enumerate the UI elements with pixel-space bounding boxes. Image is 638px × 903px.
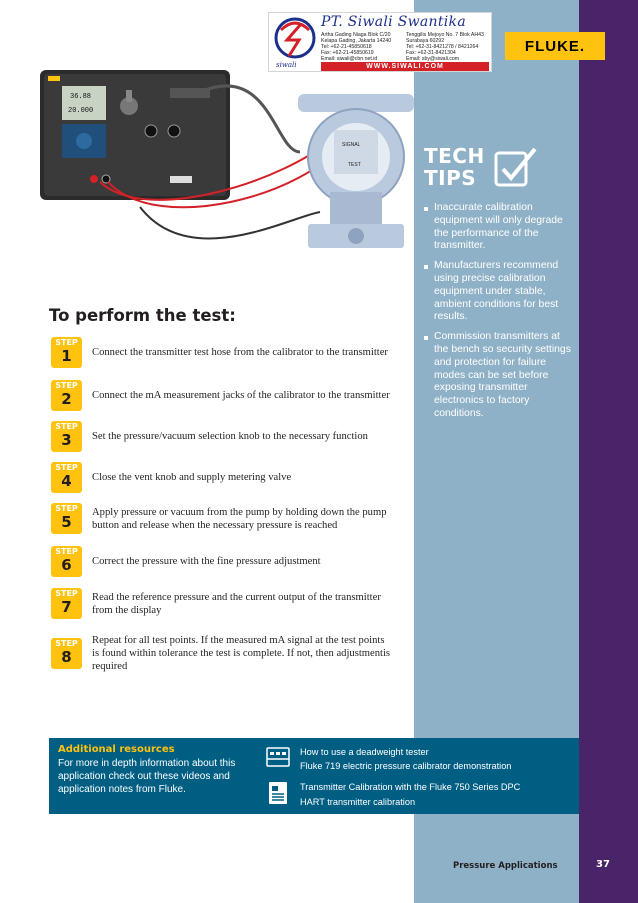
address-line: Tenggilis Mejoyo No. 7 Blok AH43 (406, 32, 484, 38)
application-note-link[interactable]: HART transmitter calibration (300, 797, 416, 807)
pressure-transmitter (298, 94, 414, 248)
page-number: 37 (596, 859, 610, 870)
tech-tips-title-line: TECH (424, 144, 485, 168)
step-number: 2 (61, 390, 72, 408)
step-word: STEP (55, 338, 78, 347)
step-number: 5 (61, 513, 72, 531)
tech-tip-item: Inaccurate calibration equipment will only degrade the performance of the transmitter. (424, 202, 572, 253)
additional-resources-box (49, 738, 579, 814)
tech-tips-list (424, 202, 572, 428)
step-text: Correct the pressure with the fine pressure adjustment (92, 556, 321, 567)
step-word: STEP (55, 422, 78, 431)
step-text: Close the vent knob and supply metering valve (92, 472, 292, 483)
transmitter-test-label: TEST (348, 162, 361, 168)
address-line: Artha Gading Niaga Blok C/20 (321, 32, 391, 38)
step-number: 8 (61, 648, 72, 666)
video-link[interactable]: Fluke 719 electric pressure calibrator demonstration (300, 761, 512, 771)
step-badge (51, 638, 82, 669)
video-link[interactable]: How to use a deadweight tester (300, 747, 429, 757)
step-badge (51, 337, 82, 368)
address-line: Email: sby@siwali.com (406, 56, 460, 62)
step-4 (51, 462, 391, 493)
footer-section-label: Pressure Applications (453, 861, 558, 871)
step-number: 7 (61, 598, 72, 616)
transmitter-signal-label: SIGNAL (342, 142, 361, 148)
step-8 (51, 634, 391, 673)
step-word: STEP (55, 589, 78, 598)
step-badge (51, 503, 82, 534)
step-badge (51, 546, 82, 577)
tech-tip-item: Manufacturers recommend using precise calibration equipment under stable, ambient conditions for best results. (424, 260, 572, 324)
step-word: STEP (55, 639, 78, 648)
checkmark-icon (493, 145, 539, 191)
step-text: Set the pressure/vacuum selection knob to the necessary function (92, 431, 368, 442)
step-number: 4 (61, 472, 72, 490)
address-line: Email: siwali@cbn.net.id (321, 56, 378, 62)
step-7 (51, 588, 391, 619)
step-text: Read the reference pressure and the current output of the transmitter from the display (92, 591, 381, 616)
address-line: Kelapa Gading, Jakarta 14240 (321, 38, 392, 44)
step-text: Connect the transmitter test hose from the calibrator to the transmitter (92, 347, 388, 358)
step-badge (51, 421, 82, 452)
video-icon (266, 745, 290, 769)
step-word: STEP (55, 504, 78, 513)
perform-test-heading: To perform the test: (49, 306, 236, 325)
step-number: 6 (61, 556, 72, 574)
step-5 (51, 503, 391, 534)
step-number: 3 (61, 431, 72, 449)
address-line: Fax: +62-31-8421304 (406, 50, 456, 56)
display-line2: 20.000 (68, 107, 94, 115)
address-line: Fax: +62-21-45850619 (321, 50, 374, 56)
step-number: 1 (61, 347, 72, 365)
address-line: Tel: +62-21-45850618 (321, 44, 372, 50)
fluke-logo-text: FLUKE. (524, 37, 586, 55)
siwali-brand-text: siwali (276, 61, 297, 69)
step-badge (51, 380, 82, 411)
application-note-link[interactable]: Transmitter Calibration with the Fluke 750 Series DPC (300, 782, 521, 792)
step-word: STEP (55, 547, 78, 556)
resources-title: Additional resources (58, 744, 175, 755)
resources-body: For more in depth information about this application check out these videos and application notes from Fluke. (58, 758, 236, 795)
distributor-name: PT. Siwali Swantika (321, 14, 466, 30)
step-badge (51, 588, 82, 619)
purple-band (579, 0, 638, 903)
tech-tip-item: Commission transmitters at the bench so security settings and protection for failure modes can be set before exposing transmitter electronics to factory conditions. (424, 331, 572, 421)
step-text: Repeat for all test points. If the measured mA signal at the test points is found within tolerance the test is complete. If not, then adjustmentis required (92, 635, 391, 672)
step-text: Apply pressure or vacuum from the pump by holding down the pump button and release when the necessary pressure is reached (92, 506, 387, 531)
step-text: Connect the mA measurement jacks of the calibrator to the transmitter (92, 390, 390, 401)
display-line1: 36.88 (70, 93, 92, 101)
address-right (406, 32, 490, 62)
address-line: Surabaya 60292 (406, 38, 445, 44)
fluke-logo (505, 32, 605, 60)
tech-tips-title-line: TIPS (424, 166, 477, 190)
calibration-setup-illustration (40, 62, 440, 322)
step-6 (51, 546, 391, 577)
step-word: STEP (55, 381, 78, 390)
address-left (321, 32, 403, 62)
calibrator-device (40, 70, 230, 200)
address-line: Tel: +62-31-8421278 / 8421264 (406, 44, 479, 50)
step-2 (51, 380, 391, 411)
distributor-website[interactable]: WWW.SIWALI.COM (321, 62, 489, 71)
tech-tips-title (424, 145, 485, 189)
step-3 (51, 421, 391, 452)
document-icon (266, 781, 290, 805)
step-1 (51, 337, 391, 368)
step-badge (51, 462, 82, 493)
step-word: STEP (55, 463, 78, 472)
